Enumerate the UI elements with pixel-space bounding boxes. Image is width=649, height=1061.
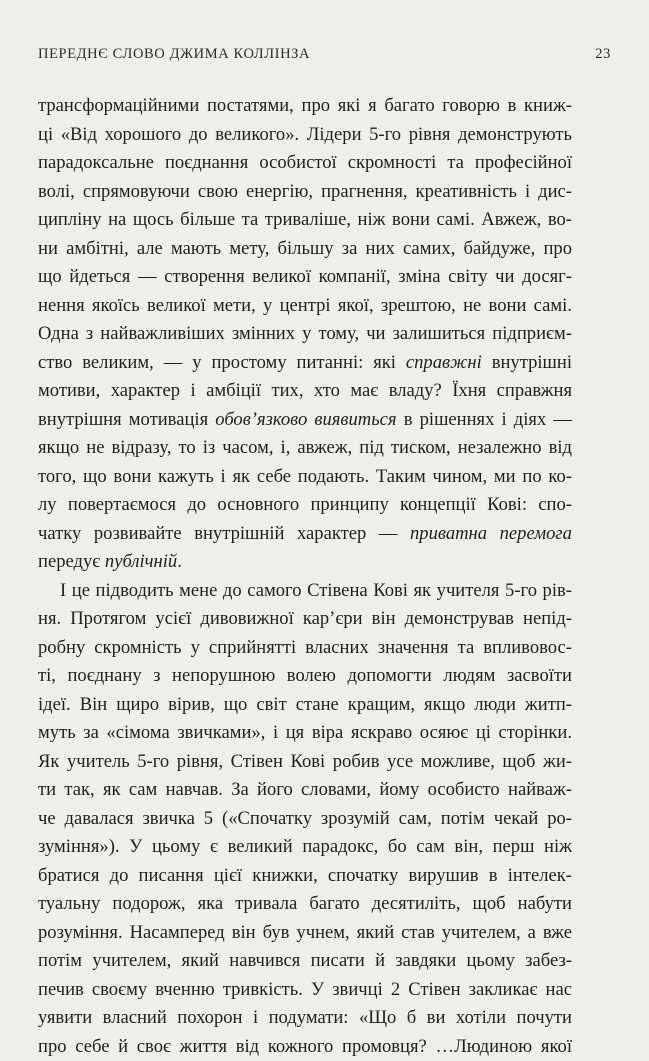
text-segment: муть за «сімома звичками», і ця віра яскраво осяює ці сторінки. xyxy=(38,722,572,743)
text-segment: чатку розвивайте внутрішній характер — xyxy=(38,523,410,544)
text-segment: ство великим, — у простому питанні: які xyxy=(38,352,406,373)
text-line xyxy=(38,748,572,777)
text-segment: ни амбітні, але мають мету, більшу за них самих, байдуже, про xyxy=(38,238,572,259)
running-title: ПЕРЕДНЄ СЛОВО ДЖИМА КОЛЛІНЗА xyxy=(38,46,310,63)
italic-text: приватна перемога xyxy=(410,523,572,544)
text-line xyxy=(38,662,572,691)
text-segment: нення якоїсь великої мети, у центрі якої, зрештою, не вони самі. xyxy=(38,295,572,316)
text-line xyxy=(38,719,572,748)
text-segment: внутрішня мотивація xyxy=(38,409,215,430)
text-segment: туальну подорож, яка тривала багато десятиліть, щоб набути xyxy=(38,893,572,914)
text-segment: братися до писання цієї книжки, спочатку вирушив в інтелек- xyxy=(38,865,572,886)
text-segment: про себе й своє життя від кожного промовця? …Людиною якої xyxy=(38,1036,572,1057)
text-line xyxy=(38,235,572,264)
text-line xyxy=(38,976,572,1005)
text-segment: внутрішні xyxy=(482,352,572,373)
text-line xyxy=(38,406,572,435)
running-header xyxy=(38,46,611,63)
italic-text: публічній xyxy=(105,551,177,572)
text-segment: Одна з найважливіших змінних у тому, чи залишиться підприєм- xyxy=(38,323,572,344)
text-line xyxy=(38,520,572,549)
text-line xyxy=(38,548,572,577)
body-text xyxy=(38,92,572,1061)
text-line xyxy=(38,862,572,891)
text-line xyxy=(38,605,572,634)
text-line xyxy=(38,92,572,121)
text-segment: І це підводить мене до самого Стівена Кові як учителя 5-го рів- xyxy=(60,580,572,601)
text-segment: ті, поєднану з непорушною волею допомогти людям засвоїти xyxy=(38,665,572,686)
text-segment: потім учителем, який навчився писати й завдяки цьому забез- xyxy=(38,950,572,971)
text-line xyxy=(38,206,572,235)
text-segment: мотиви, характер і амбіції тих, хто має владу? Їхня справжня xyxy=(38,380,572,401)
text-segment: печив своєму вченню тривкість. У звичці 2 Стівен закликає нас xyxy=(38,979,572,1000)
text-line xyxy=(38,263,572,292)
text-line xyxy=(38,463,572,492)
text-segment: ідеї. Він щиро вірив, що світ стане кращим, якщо люди житп- xyxy=(38,694,572,715)
text-segment: . xyxy=(177,551,182,572)
text-line xyxy=(38,349,572,378)
text-line xyxy=(38,634,572,663)
text-line xyxy=(38,890,572,919)
text-line xyxy=(38,1004,572,1033)
text-segment: ти так, як сам навчав. За його словами, йому особисто найваж- xyxy=(38,779,572,800)
text-line xyxy=(38,121,572,150)
text-segment: розуміння. Насамперед він був учнем, який став учителем, а вже xyxy=(38,922,572,943)
text-line xyxy=(38,491,572,520)
text-segment: парадоксальне поєднання особистої скромності та професійної xyxy=(38,152,572,173)
italic-text: справжні xyxy=(406,352,482,373)
text-line xyxy=(38,833,572,862)
text-line xyxy=(38,947,572,976)
text-line xyxy=(38,919,572,948)
text-segment: трансформаційними постатями, про які я багато говорю в книж- xyxy=(38,95,572,116)
text-line xyxy=(38,776,572,805)
text-segment: ці «Від хорошого до великого». Лідери 5-го рівня демонструють xyxy=(38,124,572,145)
text-line xyxy=(38,434,572,463)
text-segment: уявити власний похорон і подумати: «Що б ви хотіли почути xyxy=(38,1007,572,1028)
text-segment: волі, спрямовуючи свою енергію, прагнення, креативність і дис- xyxy=(38,181,572,202)
text-segment: че давалася звичка 5 («Спочатку зрозумій сам, потім чекай ро- xyxy=(38,808,572,829)
page-number: 23 xyxy=(595,46,611,63)
text-line xyxy=(38,292,572,321)
text-line xyxy=(38,805,572,834)
text-segment: ципліну на щось більше та триваліше, ніж вони самі. Авжеж, во- xyxy=(38,209,572,230)
text-segment: зуміння»). У цьому є великий парадокс, бо сам він, перш ніж xyxy=(38,836,572,857)
text-segment: Як учитель 5-го рівня, Стівен Кові робив усе можливе, щоб жи- xyxy=(38,751,572,772)
text-segment: в рішеннях і діях — xyxy=(397,409,572,430)
text-line xyxy=(38,691,572,720)
text-segment: ня. Протягом усієї дивовижної кар’єри він демонстрував непід- xyxy=(38,608,572,629)
text-line xyxy=(38,577,572,606)
text-line xyxy=(38,178,572,207)
text-segment: що йдеться — створення великої компанії, зміна світу чи досяг- xyxy=(38,266,572,287)
text-line xyxy=(38,320,572,349)
text-line xyxy=(38,149,572,178)
text-segment: робну скромність у сприйнятті власних значення та впливовос- xyxy=(38,637,572,658)
text-line xyxy=(38,1033,572,1061)
italic-text: обов’язково виявиться xyxy=(215,409,396,430)
text-segment: того, що вони кажуть і як себе подають. Таким чином, ми по ко- xyxy=(38,466,572,487)
text-line xyxy=(38,377,572,406)
text-segment: лу повертаємося до основного принципу концепції Кові: спо- xyxy=(38,494,572,515)
text-segment: якщо не відразу, то із часом, і, авжеж, під тиском, незалежно від xyxy=(38,437,572,458)
text-segment: передує xyxy=(38,551,105,572)
